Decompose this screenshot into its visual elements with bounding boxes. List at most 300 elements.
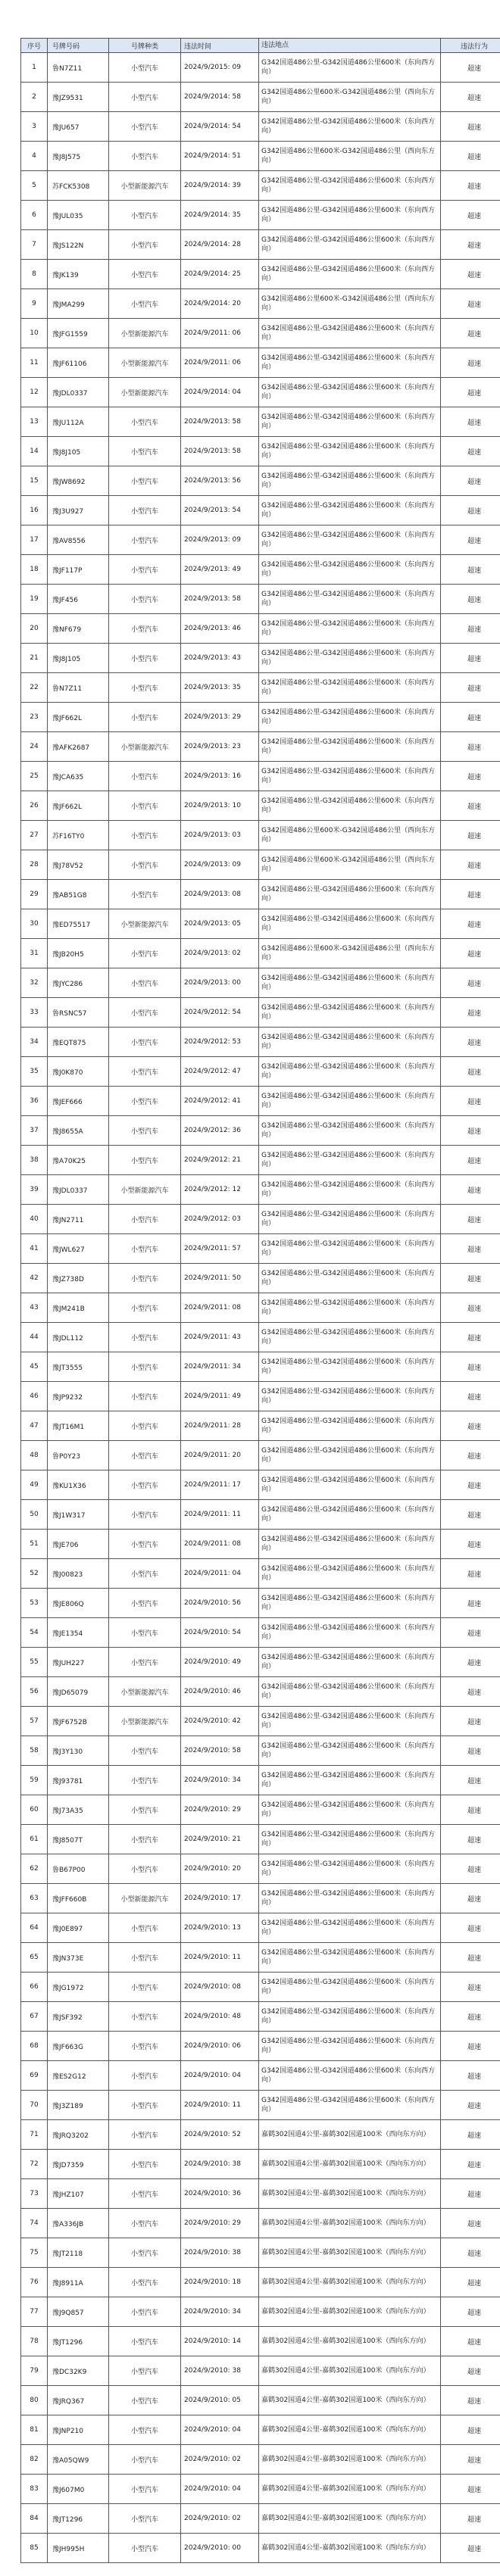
cell-action: 超速 (441, 1913, 500, 1943)
cell-no: 7 (21, 230, 48, 260)
table-row (21, 2327, 500, 2356)
cell-action: 超速 (441, 2150, 500, 2179)
cell-plate: 豫J8507T (48, 1825, 109, 1854)
cell-type: 小型汽车 (109, 2002, 181, 2032)
cell-location: G342国道486公里-G342国道486公里600米（东向西方向） (259, 348, 441, 378)
cell-action: 超速 (441, 1943, 500, 1973)
cell-time: 2024/9/2014: 51 (181, 142, 259, 171)
cell-time: 2024/9/2010: 04 (181, 2475, 259, 2504)
cell-no: 18 (21, 555, 48, 585)
cell-action: 超速 (441, 1736, 500, 1766)
cell-type: 小型汽车 (109, 703, 181, 732)
table-row (21, 1973, 500, 2002)
cell-location: G342国道486公里-G342国道486公里600米（东向西方向） (259, 201, 441, 230)
cell-action: 超速 (441, 644, 500, 673)
cell-time: 2024/9/2013: 02 (181, 939, 259, 968)
cell-type: 小型新能源汽车 (109, 909, 181, 939)
cell-location: G342国道486公里-G342国道486公里600米（东向西方向） (259, 1500, 441, 1530)
cell-type: 小型汽车 (109, 230, 181, 260)
cell-location: G342国道486公里-G342国道486公里600米（东向西方向） (259, 1087, 441, 1116)
cell-plate: 豫NF679 (48, 614, 109, 644)
cell-type: 小型汽车 (109, 880, 181, 909)
cell-no: 55 (21, 1648, 48, 1677)
cell-time: 2024/9/2012: 54 (181, 998, 259, 1028)
cell-type: 小型汽车 (109, 2534, 181, 2563)
cell-plate: 豫JF117P (48, 555, 109, 585)
cell-type: 小型汽车 (109, 2120, 181, 2150)
table-row (21, 2002, 500, 2032)
cell-location: G342国道486公里-G342国道486公里600米（东向西方向） (259, 909, 441, 939)
cell-time: 2024/9/2010: 05 (181, 2386, 259, 2415)
cell-type: 小型汽车 (109, 1589, 181, 1618)
cell-action: 超速 (441, 466, 500, 496)
cell-type: 小型汽车 (109, 585, 181, 614)
cell-time: 2024/9/2010: 17 (181, 1884, 259, 1913)
cell-action: 超速 (441, 171, 500, 201)
cell-time: 2024/9/2010: 29 (181, 1795, 259, 1825)
cell-plate: 豫J73A35 (48, 1795, 109, 1825)
cell-action: 超速 (441, 2002, 500, 2032)
table-row (21, 1795, 500, 1825)
cell-action: 超速 (441, 1500, 500, 1530)
cell-no: 61 (21, 1825, 48, 1854)
cell-no: 11 (21, 348, 48, 378)
cell-plate: 豫JZ738D (48, 1264, 109, 1293)
cell-location: G342国道486公里-G342国道486公里600米（东向西方向） (259, 880, 441, 909)
table-row (21, 2091, 500, 2120)
cell-time: 2024/9/2014: 20 (181, 289, 259, 319)
table-row (21, 2475, 500, 2504)
cell-action: 超速 (441, 2032, 500, 2061)
cell-plate: 豫JU112A (48, 407, 109, 437)
cell-type: 小型汽车 (109, 2327, 181, 2356)
cell-action: 超速 (441, 378, 500, 407)
cell-action: 超速 (441, 1470, 500, 1500)
cell-location: G342国道486公里-G342国道486公里600米（东向西方向） (259, 1293, 441, 1323)
cell-time: 2024/9/2013: 08 (181, 880, 259, 909)
cell-time: 2024/9/2012: 21 (181, 1146, 259, 1175)
cell-no: 9 (21, 289, 48, 319)
cell-time: 2024/9/2010: 48 (181, 2002, 259, 2032)
cell-no: 20 (21, 614, 48, 644)
table-row (21, 319, 500, 348)
table-row (21, 1234, 500, 1264)
cell-time: 2024/9/2013: 58 (181, 585, 259, 614)
cell-location: G342国道486公里-G342国道486公里600米（东向西方向） (259, 1175, 441, 1205)
cell-time: 2024/9/2011: 08 (181, 1293, 259, 1323)
cell-action: 超速 (441, 2327, 500, 2356)
cell-action: 超速 (441, 939, 500, 968)
cell-plate: 豫JRQ3202 (48, 2120, 109, 2150)
cell-location: G342国道486公里-G342国道486公里600米（东向西方向） (259, 791, 441, 821)
cell-location: 嘉鹤302国道4公里-嘉鹤302国道100米（西向东方向） (259, 2268, 441, 2297)
cell-type: 小型汽车 (109, 1530, 181, 1559)
cell-plate: 豫JU657 (48, 112, 109, 142)
cell-action: 超速 (441, 112, 500, 142)
cell-time: 2024/9/2013: 10 (181, 791, 259, 821)
cell-action: 超速 (441, 1264, 500, 1293)
cell-no: 54 (21, 1618, 48, 1648)
cell-time: 2024/9/2010: 02 (181, 2445, 259, 2475)
table-row (21, 2445, 500, 2475)
cell-no: 4 (21, 142, 48, 171)
cell-type: 小型汽车 (109, 1795, 181, 1825)
cell-no: 75 (21, 2238, 48, 2268)
cell-location: G342国道486公里-G342国道486公里600米（东向西方向） (259, 466, 441, 496)
cell-time: 2024/9/2014: 39 (181, 171, 259, 201)
cell-action: 超速 (441, 437, 500, 466)
cell-time: 2024/9/2011: 20 (181, 1441, 259, 1470)
cell-time: 2024/9/2010: 52 (181, 2120, 259, 2150)
cell-plate: 苏FCK5308 (48, 171, 109, 201)
cell-location: G342国道486公里-G342国道486公里600米（东向西方向） (259, 1441, 441, 1470)
cell-type: 小型汽车 (109, 1057, 181, 1087)
table-row (21, 614, 500, 644)
cell-plate: 豫JP9232 (48, 1382, 109, 1411)
table-row (21, 2356, 500, 2386)
cell-plate: 豫J1W317 (48, 1500, 109, 1530)
cell-action: 超速 (441, 2415, 500, 2445)
cell-type: 小型汽车 (109, 2209, 181, 2238)
cell-location: G342国道486公里-G342国道486公里600米（东向西方向） (259, 673, 441, 703)
cell-plate: 豫ED75517 (48, 909, 109, 939)
cell-no: 2 (21, 83, 48, 112)
cell-time: 2024/9/2013: 05 (181, 909, 259, 939)
cell-time: 2024/9/2010: 29 (181, 2209, 259, 2238)
cell-location: G342国道486公里-G342国道486公里600米（东向西方向） (259, 525, 441, 555)
table-row (21, 673, 500, 703)
cell-location: 嘉鹤302国道4公里-嘉鹤302国道100米（西向东方向） (259, 2120, 441, 2150)
cell-location: 嘉鹤302国道4公里-嘉鹤302国道100米（西向东方向） (259, 2238, 441, 2268)
cell-plate: 豫JDL112 (48, 1323, 109, 1352)
table-row (21, 968, 500, 998)
cell-plate: 豫J3U927 (48, 496, 109, 525)
cell-no: 32 (21, 968, 48, 998)
cell-plate: 豫JFG1559 (48, 319, 109, 348)
cell-action: 超速 (441, 703, 500, 732)
cell-action: 超速 (441, 1648, 500, 1677)
cell-type: 小型汽车 (109, 1205, 181, 1234)
cell-plate: 豫JYC286 (48, 968, 109, 998)
cell-plate: 豫JF662L (48, 703, 109, 732)
cell-no: 19 (21, 585, 48, 614)
table-row (21, 348, 500, 378)
cell-time: 2024/9/2010: 04 (181, 2061, 259, 2091)
cell-no: 23 (21, 703, 48, 732)
cell-type: 小型汽车 (109, 2415, 181, 2445)
cell-action: 超速 (441, 909, 500, 939)
cell-action: 超速 (441, 1441, 500, 1470)
cell-plate: 豫J8J575 (48, 142, 109, 171)
cell-plate: 豫J8911A (48, 2268, 109, 2297)
cell-no: 72 (21, 2150, 48, 2179)
cell-location: G342国道486公里-G342国道486公里600米（东向西方向） (259, 1648, 441, 1677)
table-row (21, 939, 500, 968)
table-row (21, 791, 500, 821)
table-row (21, 585, 500, 614)
cell-type: 小型汽车 (109, 142, 181, 171)
header-row (21, 39, 500, 53)
table-row (21, 1411, 500, 1441)
cell-location: 嘉鹤302国道4公里-嘉鹤302国道100米（西向东方向） (259, 2504, 441, 2534)
cell-location: G342国道486公里-G342国道486公里600米（东向西方向） (259, 1028, 441, 1057)
cell-action: 超速 (441, 289, 500, 319)
cell-time: 2024/9/2010: 04 (181, 2415, 259, 2445)
cell-time: 2024/9/2010: 11 (181, 1943, 259, 1973)
cell-no: 74 (21, 2209, 48, 2238)
cell-time: 2024/9/2010: 20 (181, 1854, 259, 1884)
cell-time: 2024/9/2010: 42 (181, 1707, 259, 1736)
cell-no: 79 (21, 2356, 48, 2386)
cell-location: G342国道486公里-G342国道486公里600米（东向西方向） (259, 2091, 441, 2120)
cell-plate: 豫J607M0 (48, 2475, 109, 2504)
cell-plate: 豫JE806Q (48, 1589, 109, 1618)
cell-time: 2024/9/2010: 56 (181, 1589, 259, 1618)
cell-time: 2024/9/2011: 17 (181, 1470, 259, 1500)
cell-time: 2024/9/2012: 12 (181, 1175, 259, 1205)
cell-no: 34 (21, 1028, 48, 1057)
cell-no: 28 (21, 850, 48, 880)
cell-action: 超速 (441, 1707, 500, 1736)
cell-no: 31 (21, 939, 48, 968)
cell-time: 2024/9/2011: 28 (181, 1411, 259, 1441)
cell-plate: 豫JHZ107 (48, 2179, 109, 2209)
cell-location: G342国道486公里-G342国道486公里600米（东向西方向） (259, 1057, 441, 1087)
cell-action: 超速 (441, 1795, 500, 1825)
table-row (21, 1205, 500, 1234)
cell-plate: 豫JT1296 (48, 2504, 109, 2534)
cell-action: 超速 (441, 1382, 500, 1411)
cell-plate: 豫JSF392 (48, 2002, 109, 2032)
cell-time: 2024/9/2012: 36 (181, 1116, 259, 1146)
cell-plate: 苏F16TY0 (48, 821, 109, 850)
cell-type: 小型汽车 (109, 1913, 181, 1943)
cell-no: 69 (21, 2061, 48, 2091)
cell-plate: 豫J8655A (48, 1116, 109, 1146)
cell-plate: 豫JB20H5 (48, 939, 109, 968)
cell-time: 2024/9/2013: 46 (181, 614, 259, 644)
cell-plate: 豫A05QW9 (48, 2445, 109, 2475)
cell-location: G342国道486公里-G342国道486公里600米（东向西方向） (259, 1323, 441, 1352)
cell-no: 44 (21, 1323, 48, 1352)
cell-action: 超速 (441, 2268, 500, 2297)
cell-type: 小型汽车 (109, 1559, 181, 1589)
table-row (21, 1293, 500, 1323)
cell-time: 2024/9/2010: 02 (181, 2504, 259, 2534)
cell-type: 小型汽车 (109, 614, 181, 644)
cell-location: G342国道486公里-G342国道486公里600米（东向西方向） (259, 1411, 441, 1441)
cell-type: 小型汽车 (109, 762, 181, 791)
cell-location: G342国道486公里-G342国道486公里600米（东向西方向） (259, 437, 441, 466)
cell-time: 2024/9/2011: 34 (181, 1352, 259, 1382)
cell-no: 71 (21, 2120, 48, 2150)
cell-location: 嘉鹤302国道4公里-嘉鹤302国道100米（西向东方向） (259, 2297, 441, 2327)
cell-plate: 豫JF6752B (48, 1707, 109, 1736)
cell-time: 2024/9/2011: 43 (181, 1323, 259, 1352)
cell-plate: 豫J0E897 (48, 1913, 109, 1943)
cell-type: 小型汽车 (109, 83, 181, 112)
cell-no: 17 (21, 525, 48, 555)
cell-type: 小型新能源汽车 (109, 1677, 181, 1707)
cell-no: 12 (21, 378, 48, 407)
cell-action: 超速 (441, 2504, 500, 2534)
cell-location: G342国道486公里-G342国道486公里600米（东向西方向） (259, 1943, 441, 1973)
cell-no: 82 (21, 2445, 48, 2475)
cell-time: 2024/9/2013: 58 (181, 407, 259, 437)
cell-no: 13 (21, 407, 48, 437)
cell-type: 小型汽车 (109, 791, 181, 821)
cell-type: 小型汽车 (109, 1854, 181, 1884)
cell-location: G342国道486公里-G342国道486公里600米（东向西方向） (259, 1736, 441, 1766)
table-row (21, 201, 500, 230)
cell-plate: 豫JN2711 (48, 1205, 109, 1234)
cell-time: 2024/9/2014: 25 (181, 260, 259, 289)
cell-location: G342国道486公里-G342国道486公里600米（东向西方向） (259, 112, 441, 142)
cell-type: 小型新能源汽车 (109, 732, 181, 762)
cell-time: 2024/9/2013: 16 (181, 762, 259, 791)
table-row (21, 2297, 500, 2327)
cell-time: 2024/9/2013: 56 (181, 466, 259, 496)
cell-location: G342国道486公里-G342国道486公里600米（东向西方向） (259, 1205, 441, 1234)
cell-no: 47 (21, 1411, 48, 1441)
cell-time: 2024/9/2010: 08 (181, 1973, 259, 2002)
cell-action: 超速 (441, 260, 500, 289)
cell-plate: 鲁B67P00 (48, 1854, 109, 1884)
cell-location: G342国道486公里-G342国道486公里600米（东向西方向） (259, 1559, 441, 1589)
cell-time: 2024/9/2011: 57 (181, 1234, 259, 1264)
cell-type: 小型汽车 (109, 1411, 181, 1441)
cell-type: 小型汽车 (109, 1382, 181, 1411)
cell-type: 小型汽车 (109, 1766, 181, 1795)
cell-time: 2024/9/2010: 00 (181, 2534, 259, 2563)
cell-no: 33 (21, 998, 48, 1028)
cell-type: 小型汽车 (109, 1825, 181, 1854)
cell-plate: 豫KU1X36 (48, 1470, 109, 1500)
cell-location: G342国道486公里-G342国道486公里600米（东向西方向） (259, 1913, 441, 1943)
cell-action: 超速 (441, 998, 500, 1028)
cell-type: 小型汽车 (109, 2150, 181, 2179)
table-row (21, 2209, 500, 2238)
cell-time: 2024/9/2010: 34 (181, 2297, 259, 2327)
table-row (21, 112, 500, 142)
cell-time: 2024/9/2014: 58 (181, 83, 259, 112)
cell-time: 2024/9/2013: 00 (181, 968, 259, 998)
cell-location: G342国道486公里-G342国道486公里600米（东向西方向） (259, 1825, 441, 1854)
table-row (21, 555, 500, 585)
cell-plate: 豫JCA635 (48, 762, 109, 791)
cell-action: 超速 (441, 1825, 500, 1854)
cell-type: 小型汽车 (109, 112, 181, 142)
table-row (21, 1500, 500, 1530)
cell-plate: 鲁RSNC57 (48, 998, 109, 1028)
cell-time: 2024/9/2010: 34 (181, 1766, 259, 1795)
cell-time: 2024/9/2013: 23 (181, 732, 259, 762)
cell-plate: 豫A70K25 (48, 1146, 109, 1175)
cell-plate: 豫JF61106 (48, 348, 109, 378)
cell-plate: 豫A336JB (48, 2209, 109, 2238)
cell-type: 小型汽车 (109, 2238, 181, 2268)
cell-plate: 豫JRQ367 (48, 2386, 109, 2415)
cell-location: G342国道486公里-G342国道486公里600米（东向西方向） (259, 998, 441, 1028)
cell-no: 37 (21, 1116, 48, 1146)
cell-no: 80 (21, 2386, 48, 2415)
cell-plate: 豫J00823 (48, 1559, 109, 1589)
cell-location: 嘉鹤302国道4公里-嘉鹤302国道100米（西向东方向） (259, 2179, 441, 2209)
cell-action: 超速 (441, 53, 500, 83)
cell-time: 2024/9/2013: 49 (181, 555, 259, 585)
cell-no: 10 (21, 319, 48, 348)
table-row (21, 1736, 500, 1766)
cell-location: G342国道486公里-G342国道486公里600米（东向西方向） (259, 1973, 441, 2002)
cell-plate: 豫JE706 (48, 1530, 109, 1559)
cell-type: 小型汽车 (109, 998, 181, 1028)
cell-no: 39 (21, 1175, 48, 1205)
cell-action: 超速 (441, 407, 500, 437)
cell-location: G342国道486公里-G342国道486公里600米（东向西方向） (259, 1146, 441, 1175)
cell-location: G342国道486公里-G342国道486公里600米（东向西方向） (259, 378, 441, 407)
cell-action: 超速 (441, 2238, 500, 2268)
cell-time: 2024/9/2010: 38 (181, 2238, 259, 2268)
cell-no: 30 (21, 909, 48, 939)
cell-type: 小型汽车 (109, 1293, 181, 1323)
cell-action: 超速 (441, 1293, 500, 1323)
cell-type: 小型新能源汽车 (109, 319, 181, 348)
cell-location: G342国道486公里-G342国道486公里600米（东向西方向） (259, 555, 441, 585)
cell-type: 小型汽车 (109, 1441, 181, 1470)
cell-plate: 豫JT1296 (48, 2327, 109, 2356)
table-row (21, 644, 500, 673)
cell-location: 嘉鹤302国道4公里-嘉鹤302国道100米（西向东方向） (259, 2356, 441, 2386)
cell-time: 2024/9/2011: 11 (181, 1500, 259, 1530)
cell-no: 46 (21, 1382, 48, 1411)
cell-no: 73 (21, 2179, 48, 2209)
table-row (21, 1470, 500, 1500)
cell-location: 嘉鹤302国道4公里-嘉鹤302国道100米（西向东方向） (259, 2445, 441, 2475)
cell-type: 小型汽车 (109, 968, 181, 998)
cell-plate: 豫JF456 (48, 585, 109, 614)
cell-plate: 豫JT2118 (48, 2238, 109, 2268)
table-row (21, 525, 500, 555)
cell-location: G342国道486公里-G342国道486公里600米（东向西方向） (259, 1707, 441, 1736)
table-row (21, 142, 500, 171)
table-row (21, 1146, 500, 1175)
cell-action: 超速 (441, 791, 500, 821)
cell-action: 超速 (441, 2091, 500, 2120)
cell-type: 小型汽车 (109, 260, 181, 289)
table-row (21, 762, 500, 791)
cell-time: 2024/9/2014: 54 (181, 112, 259, 142)
table-row (21, 2150, 500, 2179)
cell-action: 超速 (441, 2061, 500, 2091)
cell-action: 超速 (441, 2445, 500, 2475)
table-row (21, 289, 500, 319)
cell-type: 小型汽车 (109, 1500, 181, 1530)
cell-type: 小型汽车 (109, 1028, 181, 1057)
cell-type: 小型汽车 (109, 1264, 181, 1293)
table-row (21, 496, 500, 525)
cell-type: 小型汽车 (109, 496, 181, 525)
cell-action: 超速 (441, 1146, 500, 1175)
cell-no: 5 (21, 171, 48, 201)
cell-plate: 豫JWL627 (48, 1234, 109, 1264)
cell-location: G342国道486公里-G342国道486公里600米（东向西方向） (259, 2061, 441, 2091)
cell-no: 43 (21, 1293, 48, 1323)
cell-location: G342国道486公里-G342国道486公里600米（东向西方向） (259, 1589, 441, 1618)
table-row (21, 2534, 500, 2563)
cell-action: 超速 (441, 614, 500, 644)
cell-plate: 豫J78V52 (48, 850, 109, 880)
cell-time: 2024/9/2015: 09 (181, 53, 259, 83)
